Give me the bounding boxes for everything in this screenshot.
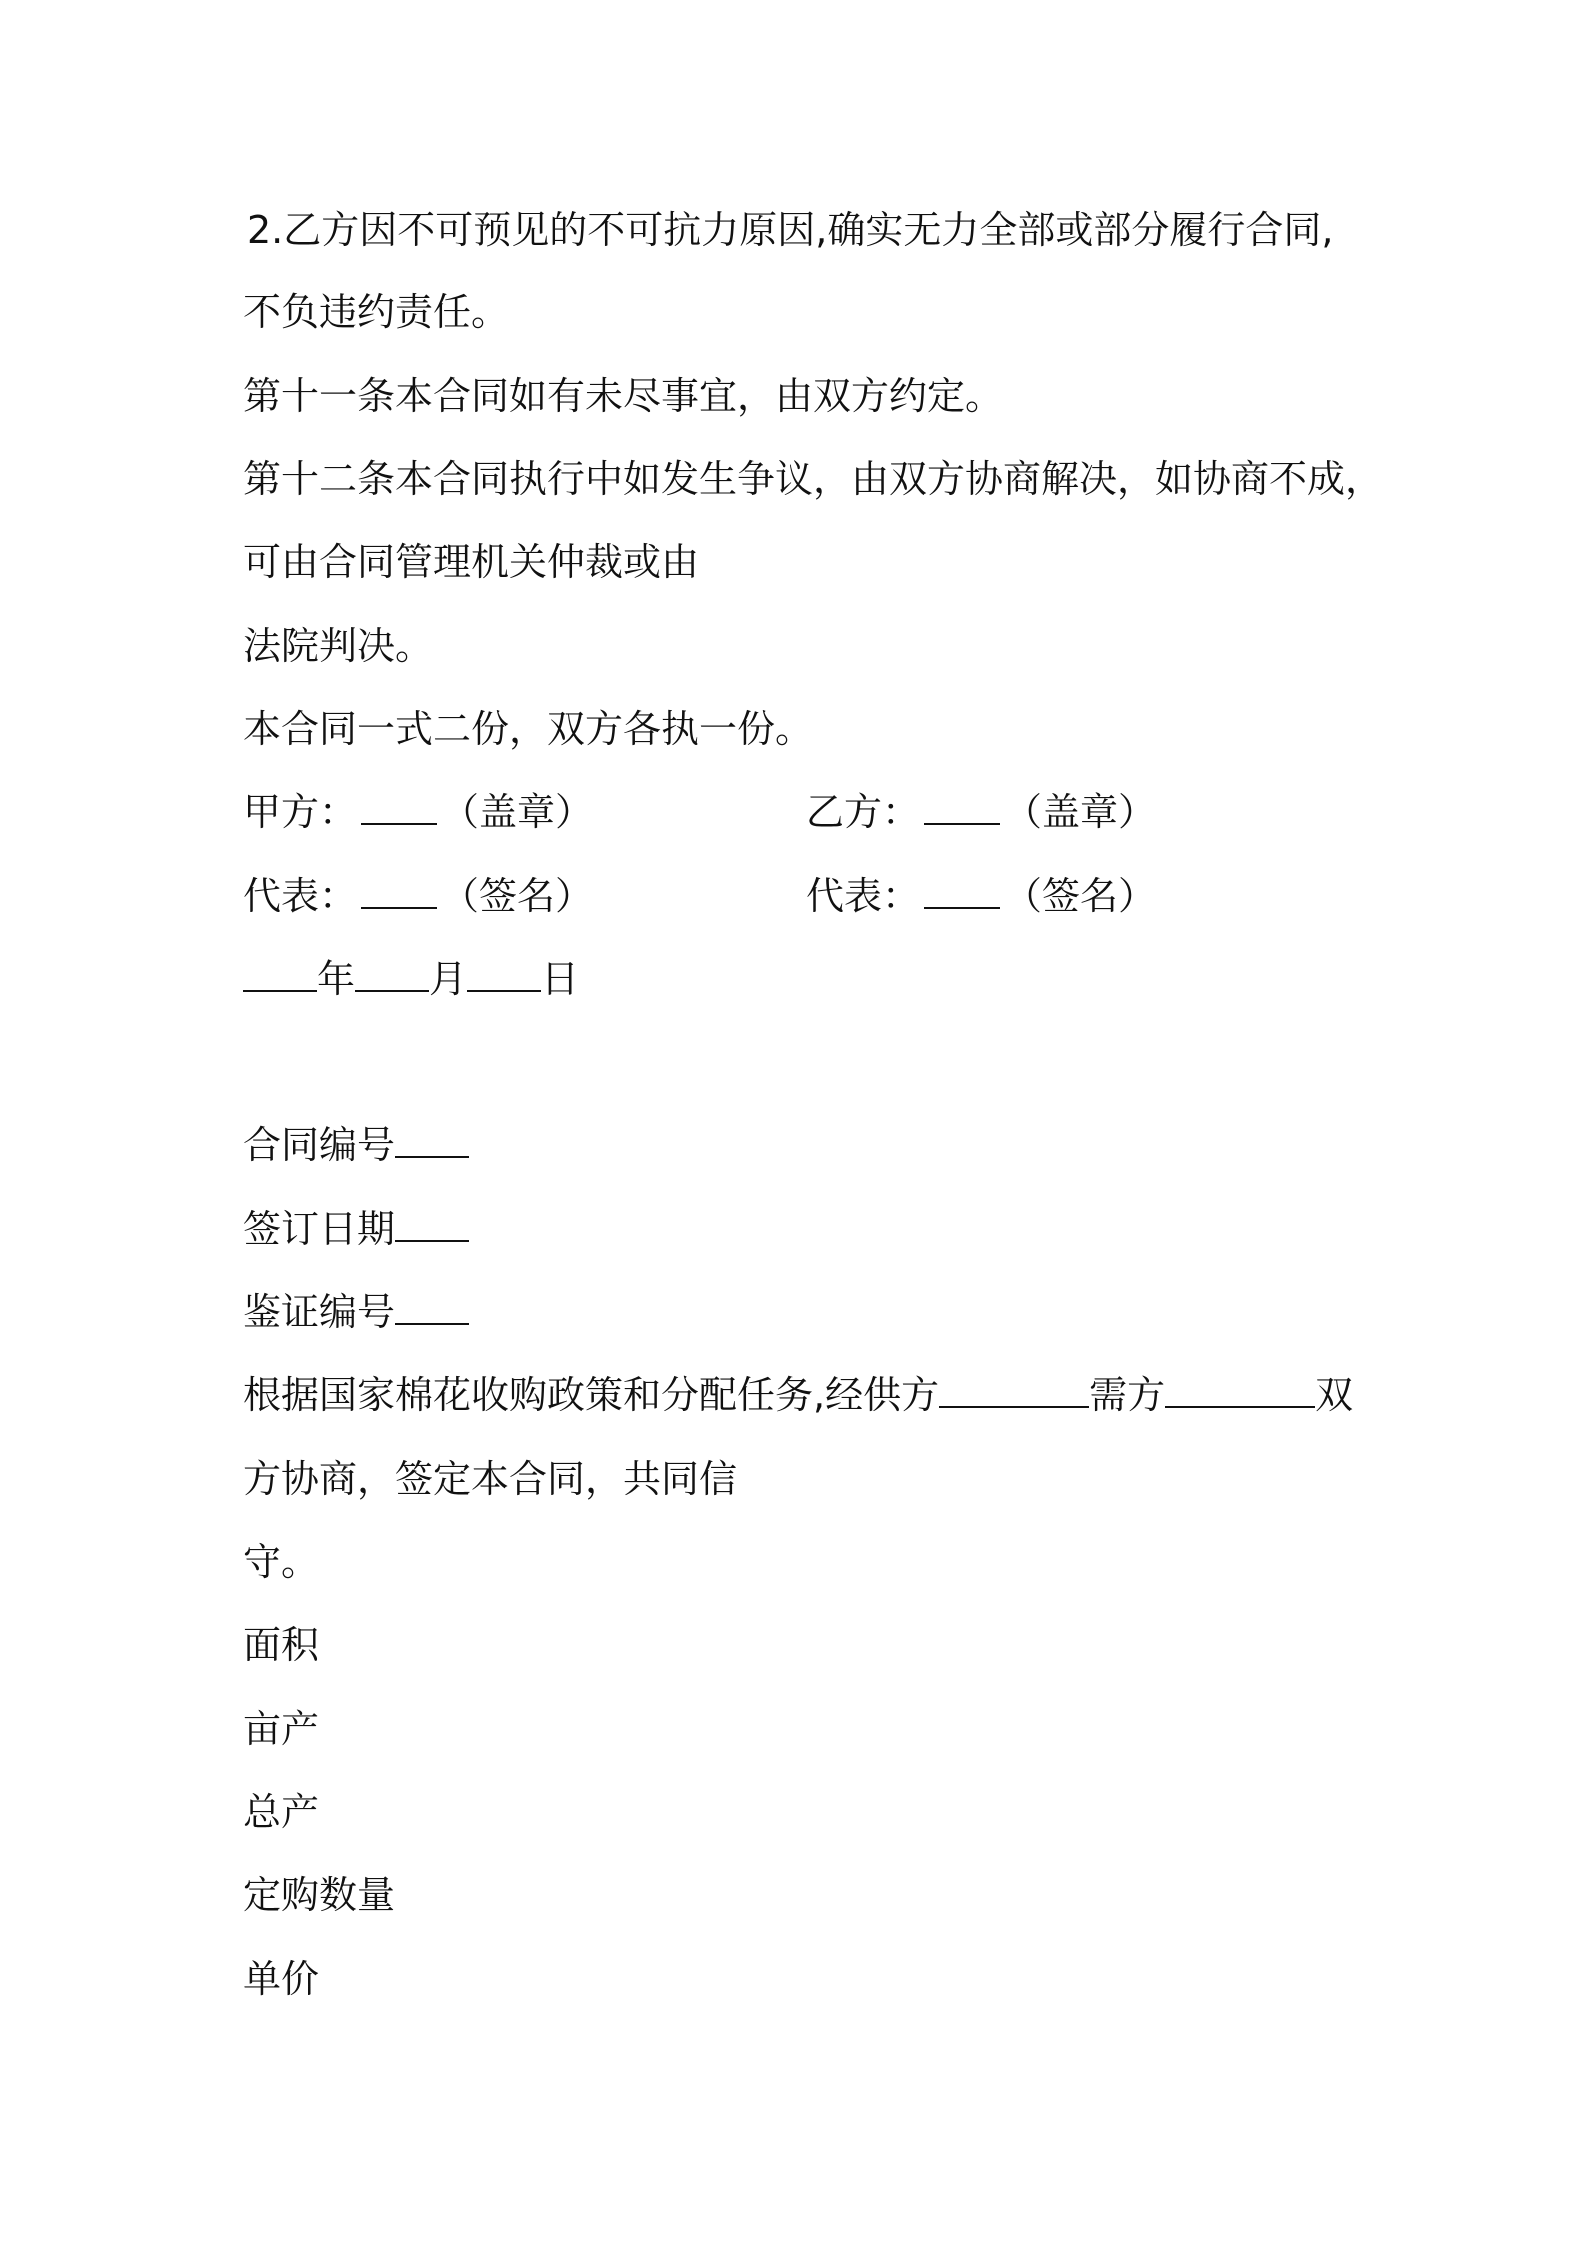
rep-b-sign-row (806, 874, 1156, 918)
rep-a-sign-row (243, 874, 593, 918)
intro-line-1 (243, 1373, 1353, 1417)
party-b-label: 乙方： (806, 790, 921, 834)
rep-a-sign: （签名） (441, 874, 594, 918)
party-a-seal: （盖章） (441, 790, 594, 834)
supplier-blank (939, 1376, 1089, 1408)
rep-a-label: 代表： (243, 874, 358, 918)
article-12-line-3: 法院判决。 (243, 624, 434, 668)
party-b-seal-row (806, 790, 1156, 834)
rep-a-blank (361, 877, 437, 909)
article-11: 第十一条本合同如有未尽事宜，由双方约定。 (243, 374, 1004, 418)
copies-clause: 本合同一式二份，双方各执一份。 (243, 707, 814, 751)
sign-date-label: 签订日期 (243, 1207, 396, 1251)
clause-2-line-2: 不负违约责任。 (243, 290, 510, 334)
item-unit-price: 单价 (243, 1957, 320, 2001)
item-yield-per-mu: 亩产 (243, 1707, 320, 1751)
rep-b-blank (924, 877, 1000, 909)
party-b-seal: （盖章） (1004, 790, 1157, 834)
contract-number-label: 合同编号 (243, 1123, 396, 1167)
verify-number-label: 鉴证编号 (243, 1290, 396, 1334)
rep-b-label: 代表： (806, 874, 921, 918)
item-total-yield: 总产 (243, 1790, 320, 1834)
rep-b-sign: （签名） (1004, 874, 1157, 918)
contract-number-row (243, 1123, 469, 1167)
item-area: 面积 (243, 1623, 320, 1667)
day-label: 日 (541, 957, 580, 1001)
party-a-label: 甲方： (243, 790, 358, 834)
article-12-line-2: 可由合同管理机关仲裁或由 (243, 540, 700, 584)
sign-date-blank (395, 1210, 469, 1242)
day-blank (467, 960, 541, 992)
article-12-line-1: 第十二条本合同执行中如发生争议，由双方协商解决，如协商不成， (243, 457, 1384, 501)
party-b-blank (924, 793, 1000, 825)
year-blank (243, 960, 317, 992)
item-order-quantity: 定购数量 (243, 1873, 396, 1917)
clause-2-line-1: 2.乙方因不可预见的不可抗力原因,确实无力全部或部分履行合同, (247, 208, 1334, 252)
intro-text-1: 根据国家棉花收购政策和分配任务,经供方 (243, 1373, 940, 1417)
month-blank (355, 960, 429, 992)
date-row (243, 957, 579, 1001)
verify-number-blank (395, 1293, 469, 1325)
buyer-blank (1165, 1376, 1315, 1408)
contract-number-blank (395, 1126, 469, 1158)
sign-date-row (243, 1207, 469, 1251)
intro-line-3: 守。 (243, 1540, 320, 1584)
intro-text-3: 双 (1315, 1373, 1354, 1417)
party-a-blank (361, 793, 437, 825)
verify-number-row (243, 1290, 469, 1334)
month-label: 月 (429, 957, 468, 1001)
intro-line-2: 方协商，签定本合同，共同信 (243, 1457, 738, 1501)
year-label: 年 (317, 957, 356, 1001)
intro-text-2: 需方 (1089, 1373, 1166, 1417)
party-a-seal-row (243, 790, 593, 834)
